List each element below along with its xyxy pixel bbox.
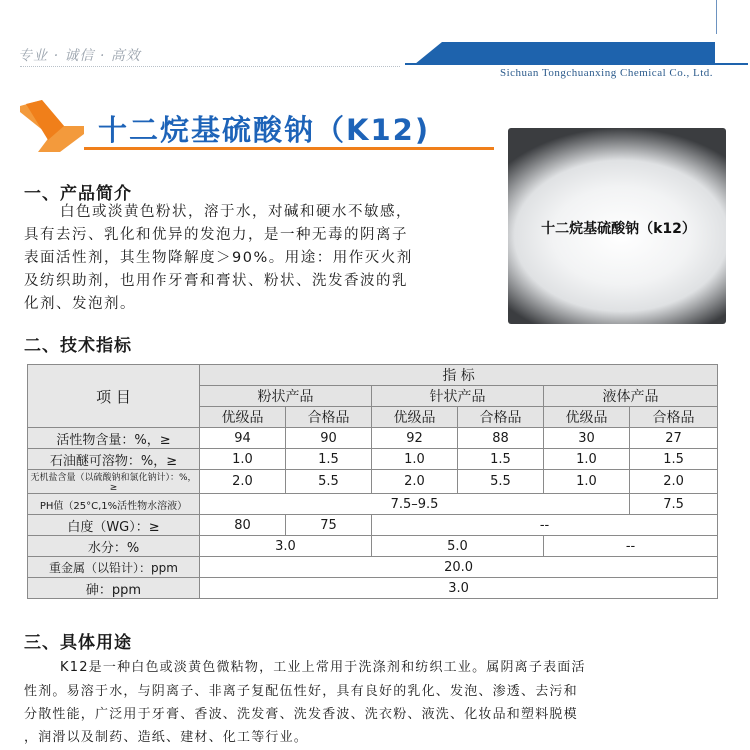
table-cell: -- [544,536,718,557]
row-label: PH值（25°C,1%活性物水溶液） [28,494,200,515]
group-header-liquid: 液体产品 [544,386,718,407]
table-row [28,470,718,494]
spec-table [27,364,718,599]
company-name: Sichuan Tongchuanxing Chemical Co., Ltd. [499,67,713,79]
orange-arrow-icon [20,100,84,152]
row-label: 砷：ppm [28,578,200,599]
uses-line-2: 性剂。易溶于水，与阴离子、非离子复配伍性好，具有良好的乳化、发泡、渗透、去污和 [24,684,578,699]
intro-line-3: 表面活性剂，其生物降解度＞90%。用途：用作灭火剂 [24,250,413,266]
table-cell: 3.0 [200,536,372,557]
header-blue-bar [415,42,715,64]
table-cell: 75 [286,515,372,536]
table-row [28,515,718,536]
uses-line-3: 分散性能，广泛用于牙膏、香波、洗发膏、洗发香波、洗衣粉、液洗、化妆品和塑料脱模 [24,707,578,722]
table-cell: 92 [372,428,458,449]
table-cell: 2.0 [630,470,718,494]
table-row [28,557,718,578]
table-row [28,494,718,515]
row-label: 无机盐含量（以硫酸钠和氯化钠计）：%，≥ [28,470,200,494]
grade-header: 合格品 [458,407,544,428]
slogan: 专业 · 诚信 · 高效 [18,48,141,64]
table-cell: 80 [200,515,286,536]
table-cell: 2.0 [200,470,286,494]
group-header-needle: 针状产品 [372,386,544,407]
table-cell: 20.0 [200,557,718,578]
row-label: 重金属（以铅计）：ppm [28,557,200,578]
slogan-dotted-divider [20,66,400,67]
table-cell: 2.0 [372,470,458,494]
table-cell: 1.5 [286,449,372,470]
intro-line-1: 白色或淡黄色粉状，溶于水，对碱和硬水不敏感， [60,204,412,220]
table-cell: 27 [630,428,718,449]
table-cell: 1.0 [372,449,458,470]
table-cell: 90 [286,428,372,449]
table-cell: 1.0 [200,449,286,470]
product-photo-label: 十二烷基硫酸钠（k12） [541,221,696,237]
table-row [28,536,718,557]
table-cell: 5.0 [372,536,544,557]
uses-line-4: ，润滑以及制药、造纸、建材、化工等行业。 [24,730,309,745]
row-label: 活性物含量：%，≥ [28,428,200,449]
table-cell: 1.0 [544,470,630,494]
table-cell: 30 [544,428,630,449]
row-label: 石油醚可溶物：%，≥ [28,449,200,470]
grade-header: 优级品 [544,407,630,428]
table-cell: 1.5 [458,449,544,470]
group-header-powder: 粉状产品 [200,386,372,407]
table-header-item: 项 目 [28,365,200,428]
table-cell: 5.5 [458,470,544,494]
table-cell: 1.0 [544,449,630,470]
table-cell: 1.5 [630,449,718,470]
table-cell: 94 [200,428,286,449]
table-row [28,428,718,449]
header-blue-line [405,63,748,65]
table-row [28,578,718,599]
table-cell: -- [372,515,718,536]
intro-line-5: 化剂、发泡剂。 [24,296,136,312]
section-heading-uses: 三、具体用途 [24,633,132,653]
row-label: 白度（WG）：≥ [28,515,200,536]
table-cell: 7.5 [630,494,718,515]
grade-header: 合格品 [630,407,718,428]
table-cell: 3.0 [200,578,718,599]
grade-header: 合格品 [286,407,372,428]
page-title: 十二烷基硫酸钠（K12) [98,113,431,147]
grade-header: 优级品 [200,407,286,428]
table-cell: 88 [458,428,544,449]
table-header-index: 指 标 [200,365,718,386]
intro-line-4: 及纺织助剂，也用作牙膏和膏状、粉状、洗发香波的乳 [24,273,408,289]
section-heading-specs: 二、技术指标 [24,336,132,356]
intro-line-2: 具有去污、乳化和优异的发泡力，是一种无毒的阴离子 [24,227,408,243]
table-cell: 5.5 [286,470,372,494]
table-row [28,449,718,470]
section-heading-intro: 一、产品简介 [24,184,132,204]
corner-decoration-line [716,0,717,34]
title-underline [84,147,494,150]
uses-line-1: K12是一种白色或淡黄色微粘物，工业上常用于洗涤剂和纺织工业。属阴离子表面活 [60,660,586,675]
grade-header: 优级品 [372,407,458,428]
row-label: 水分：% [28,536,200,557]
table-cell: 7.5–9.5 [200,494,630,515]
